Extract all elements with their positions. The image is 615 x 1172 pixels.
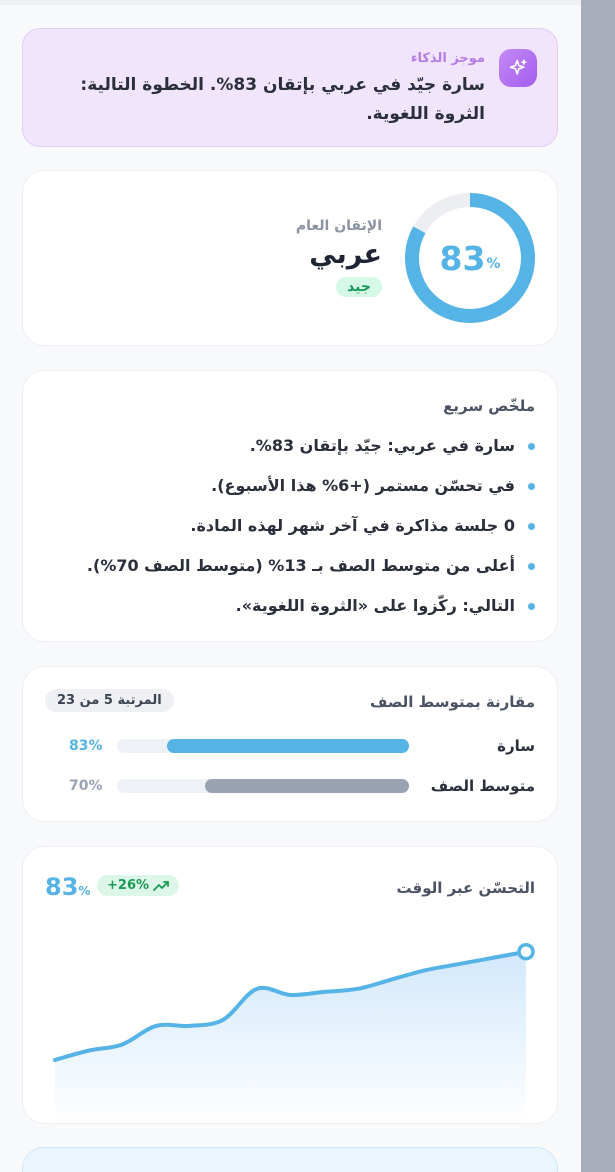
quick-summary-card — [22, 370, 558, 642]
class-progress-track — [117, 779, 409, 793]
ai-brief-label: موجز الذكاء — [410, 51, 485, 66]
summary-list — [45, 433, 535, 633]
ai-brief-text: سارة جيّد في عربي بإتقان 83%. الخطوة التالية: الثروة اللغوية. — [80, 75, 485, 124]
class-comparison-card — [22, 666, 558, 822]
mastery-card — [22, 170, 558, 346]
scrollbar[interactable] — [581, 0, 615, 1172]
summary-title: ملخّص سريع — [443, 397, 535, 415]
summary-item-text: 0 جلسة مذاكرة في آخر شهر لهذه المادة. — [190, 516, 515, 535]
trend-card — [22, 846, 558, 1124]
bullet-dot — [528, 523, 535, 530]
trending-up-icon — [153, 880, 169, 892]
trend-area — [55, 952, 526, 1124]
trend-point — [519, 945, 533, 959]
sparkles-icon — [499, 49, 537, 87]
mastery-label: الإتقان العام — [295, 218, 382, 234]
change-value: +26% — [107, 878, 150, 893]
class-value: 70% — [69, 778, 103, 794]
subject-name: عربي — [309, 239, 382, 270]
student-progress-fill — [167, 739, 409, 753]
next-card — [22, 1147, 558, 1172]
trend-current-value — [45, 873, 90, 901]
trend-number: 83 — [45, 873, 79, 901]
mastery-number: 83 — [439, 238, 486, 278]
list-item — [45, 593, 535, 633]
summary-item-text: أعلى من متوسط الصف بـ 13% (متوسط الصف 70%). — [86, 556, 515, 575]
ai-brief-card — [22, 28, 558, 147]
rank-badge: المرتبة 5 من 23 — [45, 689, 174, 712]
top-divider — [0, 0, 581, 5]
comparison-title: مقارنة بمتوسط الصف — [370, 693, 535, 711]
student-value: 83% — [69, 738, 103, 754]
list-item — [45, 473, 535, 513]
change-badge — [97, 875, 179, 896]
mastery-unit: % — [486, 256, 501, 272]
bullet-dot — [528, 603, 535, 610]
trend-unit: % — [78, 884, 91, 898]
student-row-label: سارة — [497, 737, 535, 755]
list-item — [45, 433, 535, 473]
bullet-dot — [528, 483, 535, 490]
trend-title: التحسّن عبر الوقت — [396, 879, 535, 897]
class-progress-fill — [205, 779, 409, 793]
summary-item-text: في تحسّن مستمر (+6% هذا الأسبوع). — [211, 476, 515, 495]
mastery-value — [403, 191, 537, 325]
bullet-dot — [528, 443, 535, 450]
class-row-label: متوسط الصف — [430, 777, 535, 795]
list-item — [45, 553, 535, 593]
summary-item-text: سارة في عربي: جيّد بإتقان 83%. — [249, 436, 515, 455]
summary-item-text: التالي: ركّزوا على «الثروة اللغوية». — [235, 596, 515, 615]
list-item — [45, 513, 535, 553]
bullet-dot — [528, 563, 535, 570]
student-progress-track — [117, 739, 409, 753]
status-badge: جيد — [336, 277, 382, 297]
